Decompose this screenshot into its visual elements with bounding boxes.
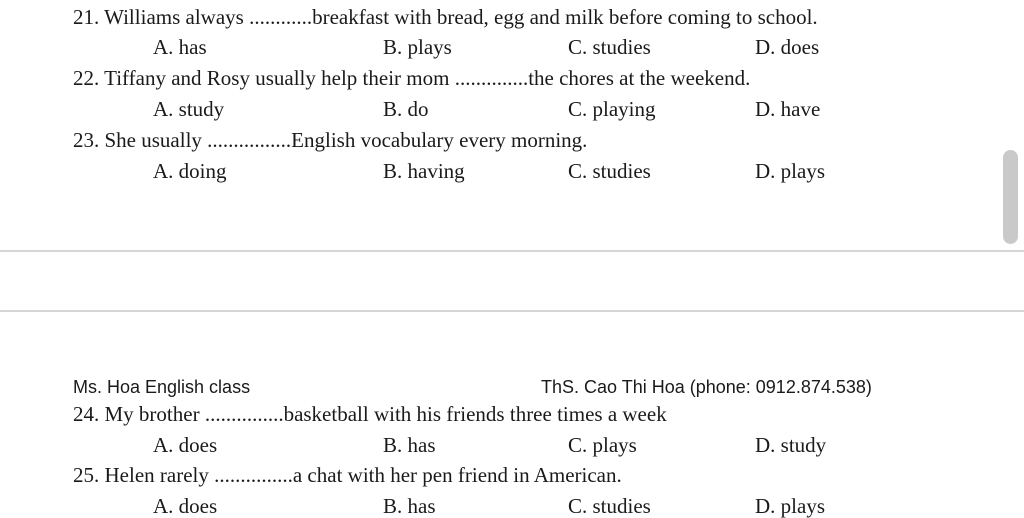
- option-24-d: D. study: [755, 433, 827, 457]
- question-23: 23. She usually ................English vocabulary every morning.: [73, 128, 588, 152]
- option-25-b: B. has: [383, 494, 436, 518]
- option-25-c: C. studies: [568, 494, 651, 518]
- option-22-a: A. study: [153, 97, 225, 121]
- option-24-b: B. has: [383, 433, 436, 457]
- option-23-a: A. doing: [153, 159, 227, 183]
- page-break: [0, 250, 1024, 312]
- question-24: 24. My brother ...............basketball with his friends three times a week: [73, 402, 667, 426]
- question-22: 22. Tiffany and Rosy usually help their mom ..............the chores at the weekend.: [73, 66, 751, 90]
- option-21-b: B. plays: [383, 35, 452, 59]
- option-21-d: D. does: [755, 35, 820, 59]
- document-page-top: [0, 0, 1024, 250]
- option-24-a: A. does: [153, 433, 218, 457]
- option-23-d: D. plays: [755, 159, 825, 183]
- option-22-c: C. playing: [568, 97, 656, 121]
- option-23-b: B. having: [383, 159, 465, 183]
- option-21-c: C. studies: [568, 35, 651, 59]
- page-header-right: ThS. Cao Thi Hoa (phone: 0912.874.538): [541, 377, 872, 397]
- question-21: 21. Williams always ............breakfast with bread, egg and milk before coming to school.: [73, 5, 818, 29]
- option-22-d: D. have: [755, 97, 821, 121]
- question-25: 25. Helen rarely ...............a chat with her pen friend in American.: [73, 463, 622, 487]
- page-header-left: Ms. Hoa English class: [73, 377, 251, 397]
- option-22-b: B. do: [383, 97, 429, 121]
- vertical-scrollbar-thumb[interactable]: [1003, 150, 1018, 244]
- option-21-a: A. has: [153, 35, 207, 59]
- option-25-a: A. does: [153, 494, 218, 518]
- option-24-c: C. plays: [568, 433, 637, 457]
- option-25-d: D. plays: [755, 494, 825, 518]
- option-23-c: C. studies: [568, 159, 651, 183]
- document-page-bottom: [0, 312, 1024, 517]
